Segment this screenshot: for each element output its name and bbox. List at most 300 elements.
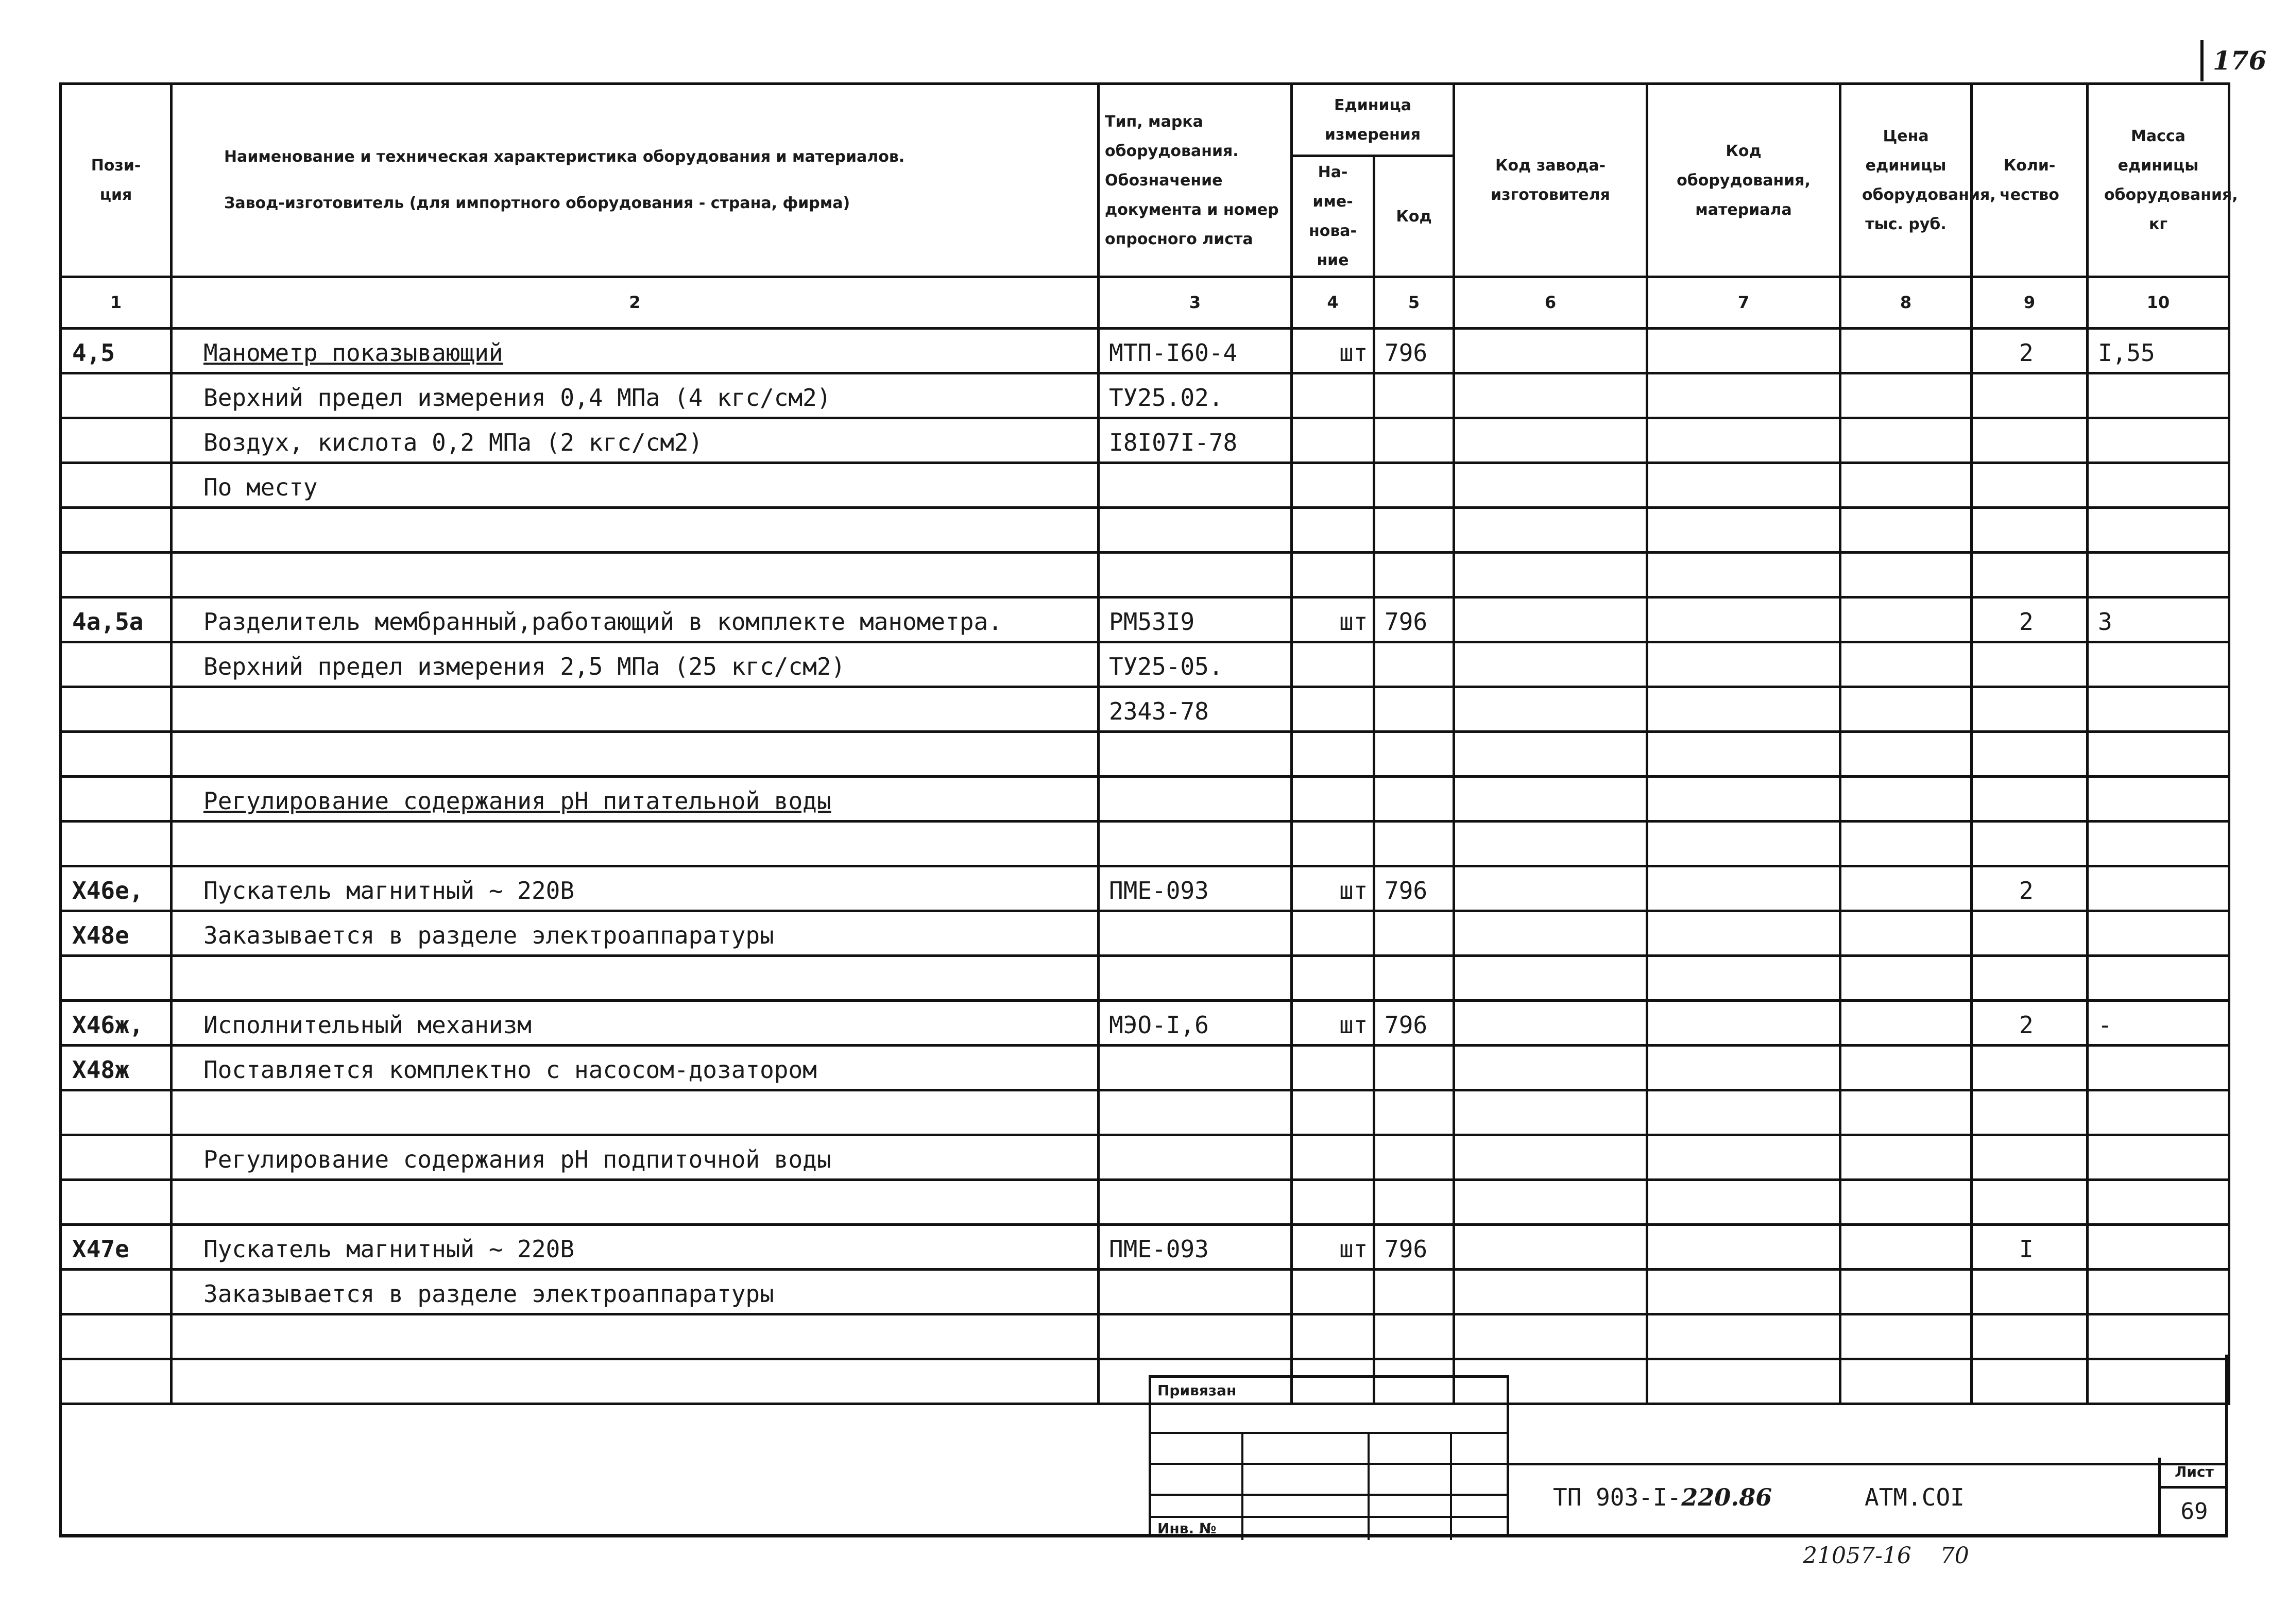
equipment-code-cell: [1647, 463, 1840, 508]
mass-cell: [2088, 1090, 2229, 1135]
description-cell: [172, 1046, 1099, 1090]
unit-code-cell: [1374, 418, 1454, 463]
quantity-cell: [1972, 642, 2088, 687]
column-number: 5: [1374, 277, 1454, 329]
equipment-code-cell: [1647, 777, 1840, 822]
quantity-cell: [1972, 911, 2088, 956]
quantity-cell: [1972, 777, 2088, 822]
header-quantity: Коли-чество: [1972, 84, 2088, 277]
price-cell: [1840, 463, 1972, 508]
type-cell: [1099, 1090, 1292, 1135]
table-row: [61, 1135, 2229, 1180]
description-cell: [172, 866, 1099, 911]
position-cell: [61, 508, 172, 553]
unit-code-cell: [1374, 1046, 1454, 1090]
description-text: Разделитель мембранный,работающий в комплекте манометра.: [203, 608, 1002, 636]
position-cell: [61, 1270, 172, 1314]
equipment-code-cell: [1647, 1314, 1840, 1359]
position-text: 4,5: [72, 339, 115, 367]
table-row: [61, 956, 2229, 1001]
type-text: ТУ25-05.: [1109, 653, 1223, 680]
position-cell: [61, 1090, 172, 1135]
table-row: [61, 1270, 2229, 1314]
unit-code-cell: [1374, 1314, 1454, 1359]
description-text: Верхний предел измерения 0,4 МПа (4 кгс/см2): [203, 384, 831, 412]
header-position: Пози- ция: [61, 84, 172, 277]
description-cell: [172, 1135, 1099, 1180]
manufacturer-code-cell: [1454, 463, 1647, 508]
unit-code-cell: [1374, 866, 1454, 911]
unit-name-text: шт: [1339, 1011, 1368, 1039]
mass-cell: [2088, 1314, 2229, 1359]
position-cell: [61, 866, 172, 911]
unit-code-cell: [1374, 777, 1454, 822]
table-row: [61, 777, 2229, 822]
position-text: Х47е: [72, 1235, 129, 1263]
manufacturer-code-cell: [1454, 1090, 1647, 1135]
column-number: 7: [1647, 277, 1840, 329]
position-cell: [61, 1001, 172, 1046]
sheet-box: [2158, 1458, 2228, 1537]
equipment-code-cell: [1647, 508, 1840, 553]
position-cell: [61, 911, 172, 956]
type-cell: [1099, 1270, 1292, 1314]
table-row: [61, 687, 2229, 732]
type-cell: [1099, 597, 1292, 642]
description-cell: [172, 911, 1099, 956]
equipment-code-cell: [1647, 1270, 1840, 1314]
type-text: ПМЕ-093: [1109, 877, 1209, 904]
unit-name-cell: [1292, 1046, 1374, 1090]
position-cell: [61, 1225, 172, 1270]
manufacturer-code-cell: [1454, 418, 1647, 463]
document-code-suffix: АТМ.СОI: [1865, 1483, 1965, 1511]
equipment-code-cell: [1647, 822, 1840, 866]
column-number: 9: [1972, 277, 2088, 329]
type-cell: [1099, 553, 1292, 597]
description-cell: [172, 1001, 1099, 1046]
description-text: По месту: [203, 473, 318, 501]
table-row: [61, 1090, 2229, 1135]
price-cell: [1840, 1180, 1972, 1225]
quantity-cell: [1972, 1001, 2088, 1046]
mass-cell: [2088, 687, 2229, 732]
quantity-cell: [1972, 463, 2088, 508]
document-code-number: 220.86: [1681, 1483, 1772, 1511]
mass-cell: [2088, 597, 2229, 642]
unit-code-cell: [1374, 373, 1454, 418]
header-description-line2: Завод-изготовитель (для импортного оборудования - страна, фирма): [224, 194, 850, 212]
unit-code-cell: [1374, 1180, 1454, 1225]
equipment-code-cell: [1647, 329, 1840, 373]
table-row: [61, 732, 2229, 777]
position-cell: [61, 1314, 172, 1359]
description-cell: [172, 508, 1099, 553]
type-cell: [1099, 1180, 1292, 1225]
binding-stamp: [1149, 1375, 1509, 1537]
unit-name-cell: [1292, 1314, 1374, 1359]
type-text: ПМЕ-093: [1109, 1235, 1209, 1263]
description-cell: [172, 822, 1099, 866]
quantity-cell: [1972, 687, 2088, 732]
type-text: 2343-78: [1109, 697, 1209, 725]
description-cell: [172, 329, 1099, 373]
equipment-code-cell: [1647, 1135, 1840, 1180]
table-row: [61, 866, 2229, 911]
price-cell: [1840, 1314, 1972, 1359]
manufacturer-code-cell: [1454, 822, 1647, 866]
manufacturer-code-cell: [1454, 1046, 1647, 1090]
type-cell: [1099, 777, 1292, 822]
header-unit-code: Код: [1374, 156, 1454, 277]
type-cell: [1099, 911, 1292, 956]
unit-name-cell: [1292, 1270, 1374, 1314]
unit-code-cell: [1374, 687, 1454, 732]
equipment-code-cell: [1647, 418, 1840, 463]
unit-name-cell: [1292, 463, 1374, 508]
description-cell: [172, 687, 1099, 732]
type-cell: [1099, 329, 1292, 373]
manufacturer-code-cell: [1454, 1180, 1647, 1225]
equipment-code-cell: [1647, 956, 1840, 1001]
description-cell: [172, 777, 1099, 822]
price-cell: [1840, 1270, 1972, 1314]
price-cell: [1840, 329, 1972, 373]
position-cell: [61, 329, 172, 373]
description-text: Регулирование содержания рН питательной воды: [203, 787, 831, 815]
unit-name-cell: [1292, 866, 1374, 911]
type-text: МЭО-I,6: [1109, 1011, 1209, 1039]
type-cell: [1099, 1046, 1292, 1090]
quantity-text: 2: [2019, 339, 2034, 367]
quantity-cell: [1972, 329, 2088, 373]
unit-name-cell: [1292, 553, 1374, 597]
mass-cell: [2088, 463, 2229, 508]
equipment-code-cell: [1647, 553, 1840, 597]
equipment-code-cell: [1647, 1180, 1840, 1225]
document-code: [1553, 1483, 1772, 1511]
description-text: Заказывается в разделе электроаппаратуры: [203, 921, 774, 949]
manufacturer-code-cell: [1454, 732, 1647, 777]
price-cell: [1840, 1090, 1972, 1135]
unit-name-cell: [1292, 642, 1374, 687]
equipment-code-cell: [1647, 1225, 1840, 1270]
manufacturer-code-cell: [1454, 1270, 1647, 1314]
unit-code-cell: [1374, 1270, 1454, 1314]
unit-code-cell: [1374, 1090, 1454, 1135]
mass-cell: [2088, 642, 2229, 687]
unit-name-cell: [1292, 508, 1374, 553]
sheet-corner-number: 176: [2200, 40, 2262, 81]
type-cell: [1099, 463, 1292, 508]
bound-label: Привязан: [1157, 1382, 1237, 1399]
type-cell: [1099, 1225, 1292, 1270]
unit-code-cell: [1374, 822, 1454, 866]
quantity-cell: [1972, 1135, 2088, 1180]
mass-cell: [2088, 329, 2229, 373]
manufacturer-code-cell: [1454, 508, 1647, 553]
mass-cell: [2088, 553, 2229, 597]
position-text: Х46ж,: [72, 1011, 144, 1039]
description-text: Пускатель магнитный ~ 220В: [203, 877, 575, 904]
description-cell: [172, 1090, 1099, 1135]
manufacturer-code-cell: [1454, 911, 1647, 956]
manufacturer-code-cell: [1454, 1135, 1647, 1180]
equipment-code-cell: [1647, 597, 1840, 642]
unit-name-cell: [1292, 911, 1374, 956]
mass-cell: [2088, 373, 2229, 418]
sheet-label: Лист: [2161, 1458, 2228, 1489]
manufacturer-code-cell: [1454, 956, 1647, 1001]
unit-code-text: 796: [1385, 877, 1428, 904]
unit-code-text: 796: [1385, 1235, 1428, 1263]
table-row: [61, 463, 2229, 508]
price-cell: [1840, 1135, 1972, 1180]
table-row: [61, 508, 2229, 553]
mass-text: I,55: [2098, 339, 2155, 367]
price-cell: [1840, 597, 1972, 642]
unit-name-cell: [1292, 597, 1374, 642]
mass-cell: [2088, 777, 2229, 822]
description-cell: [172, 463, 1099, 508]
price-cell: [1840, 508, 1972, 553]
position-cell: [61, 822, 172, 866]
type-cell: [1099, 1314, 1292, 1359]
equipment-code-cell: [1647, 1090, 1840, 1135]
description-cell: [172, 956, 1099, 1001]
type-cell: [1099, 822, 1292, 866]
header-equipment-code: Код оборудования, материала: [1647, 84, 1840, 277]
table-row: [61, 418, 2229, 463]
header-unit: Единица измерения: [1292, 84, 1454, 156]
description-cell: [172, 1270, 1099, 1314]
unit-code-cell: [1374, 597, 1454, 642]
description-cell: [172, 597, 1099, 642]
table-row: [61, 1180, 2229, 1225]
mass-text: 3: [2098, 608, 2112, 636]
unit-code-text: 796: [1385, 608, 1428, 636]
quantity-text: 2: [2019, 877, 2034, 904]
column-number: 2: [172, 277, 1099, 329]
specification-table: [59, 82, 2238, 1405]
description-text: Пускатель магнитный ~ 220В: [203, 1235, 575, 1263]
description-cell: [172, 732, 1099, 777]
unit-name-cell: [1292, 777, 1374, 822]
quantity-text: I: [2019, 1235, 2034, 1263]
table-row: [61, 329, 2229, 373]
table-row: [61, 911, 2229, 956]
type-cell: [1099, 1135, 1292, 1180]
quantity-cell: [1972, 508, 2088, 553]
price-cell: [1840, 822, 1972, 866]
mass-cell: [2088, 1270, 2229, 1314]
position-cell: [61, 1180, 172, 1225]
unit-code-cell: [1374, 1001, 1454, 1046]
position-cell: [61, 553, 172, 597]
manufacturer-code-cell: [1454, 329, 1647, 373]
mass-cell: [2088, 1135, 2229, 1180]
description-cell: [172, 1225, 1099, 1270]
unit-code-cell: [1374, 1225, 1454, 1270]
unit-name-cell: [1292, 687, 1374, 732]
unit-name-cell: [1292, 1001, 1374, 1046]
unit-name-cell: [1292, 418, 1374, 463]
unit-name-cell: [1292, 822, 1374, 866]
manufacturer-code-cell: [1454, 687, 1647, 732]
unit-code-cell: [1374, 329, 1454, 373]
column-number: 6: [1454, 277, 1647, 329]
type-cell: [1099, 508, 1292, 553]
unit-name-cell: [1292, 329, 1374, 373]
document-code-prefix: ТП 903-I-: [1553, 1483, 1682, 1511]
equipment-code-cell: [1647, 1046, 1840, 1090]
quantity-text: 2: [2019, 608, 2034, 636]
header-mass: Масса единицы оборудования, кг: [2088, 84, 2229, 277]
quantity-cell: [1972, 956, 2088, 1001]
mass-cell: [2088, 866, 2229, 911]
type-cell: [1099, 1001, 1292, 1046]
position-cell: [61, 418, 172, 463]
mass-text: -: [2098, 1011, 2112, 1039]
quantity-text: 2: [2019, 1011, 2034, 1039]
unit-code-cell: [1374, 1135, 1454, 1180]
position-text: Х48ж: [72, 1056, 129, 1084]
quantity-cell: [1972, 732, 2088, 777]
table-row: [61, 822, 2229, 866]
description-text: Манометр показывающий: [203, 339, 503, 367]
type-cell: [1099, 373, 1292, 418]
description-text: Поставляется комплектно с насосом-дозатором: [203, 1056, 817, 1084]
table-row: [61, 1046, 2229, 1090]
mass-cell: [2088, 418, 2229, 463]
equipment-code-cell: [1647, 732, 1840, 777]
manufacturer-code-cell: [1454, 1225, 1647, 1270]
mass-cell: [2088, 508, 2229, 553]
equipment-code-cell: [1647, 866, 1840, 911]
footer-note: 21057-16 70: [1803, 1543, 1969, 1569]
quantity-cell: [1972, 1314, 2088, 1359]
description-text: Исполнительный механизм: [203, 1011, 532, 1039]
column-number: 1: [61, 277, 172, 329]
quantity-cell: [1972, 373, 2088, 418]
equipment-code-cell: [1647, 687, 1840, 732]
table-row: [61, 553, 2229, 597]
mass-cell: [2088, 1225, 2229, 1270]
mass-cell: [2088, 1046, 2229, 1090]
equipment-code-cell: [1647, 1001, 1840, 1046]
header-unit-name: На-име-нова-ние: [1292, 156, 1374, 277]
type-cell: [1099, 732, 1292, 777]
mass-cell: [2088, 1001, 2229, 1046]
mass-cell: [2088, 732, 2229, 777]
description-cell: [172, 373, 1099, 418]
price-cell: [1840, 1001, 1972, 1046]
manufacturer-code-cell: [1454, 1314, 1647, 1359]
description-cell: [172, 1314, 1099, 1359]
type-cell: [1099, 866, 1292, 911]
position-cell: [61, 373, 172, 418]
price-cell: [1840, 866, 1972, 911]
header-description-line1: Наименование и техническая характеристика оборудования и материалов.: [224, 148, 905, 166]
equipment-code-cell: [1647, 642, 1840, 687]
inventory-label: Инв. №: [1157, 1520, 1217, 1537]
position-cell: [61, 642, 172, 687]
header-manufacturer-code: Код завода-изготовителя: [1454, 84, 1647, 277]
quantity-cell: [1972, 1270, 2088, 1314]
price-cell: [1840, 1046, 1972, 1090]
header-type: Тип, марка оборудования. Обозначение документа и номер опросного листа: [1099, 84, 1292, 277]
quantity-cell: [1972, 822, 2088, 866]
mass-cell: [2088, 822, 2229, 866]
unit-name-cell: [1292, 732, 1374, 777]
unit-name-text: шт: [1339, 877, 1368, 904]
manufacturer-code-cell: [1454, 1001, 1647, 1046]
price-cell: [1840, 956, 1972, 1001]
manufacturer-code-cell: [1454, 553, 1647, 597]
quantity-cell: [1972, 418, 2088, 463]
type-text: РМ53I9: [1109, 608, 1195, 636]
table-row: [61, 597, 2229, 642]
unit-name-text: шт: [1339, 1235, 1368, 1263]
header-price: Цена единицы оборудования, тыс. руб.: [1840, 84, 1972, 277]
unit-code-cell: [1374, 463, 1454, 508]
type-cell: [1099, 956, 1292, 1001]
mass-cell: [2088, 911, 2229, 956]
description-text: Регулирование содержания рН подпиточной воды: [203, 1146, 831, 1173]
position-text: Х48е: [72, 921, 129, 949]
price-cell: [1840, 553, 1972, 597]
price-cell: [1840, 732, 1972, 777]
unit-code-text: 796: [1385, 1011, 1428, 1039]
type-text: I8I07I-78: [1109, 429, 1238, 456]
quantity-cell: [1972, 1180, 2088, 1225]
table-row: [61, 373, 2229, 418]
quantity-cell: [1972, 553, 2088, 597]
position-cell: [61, 687, 172, 732]
price-cell: [1840, 687, 1972, 732]
unit-name-text: шт: [1339, 339, 1368, 367]
description-cell: [172, 553, 1099, 597]
quantity-cell: [1972, 597, 2088, 642]
description-text: Заказывается в разделе электроаппаратуры: [203, 1280, 774, 1308]
manufacturer-code-cell: [1454, 597, 1647, 642]
sheet-number: 69: [2180, 1498, 2208, 1525]
mass-cell: [2088, 956, 2229, 1001]
position-cell: [61, 777, 172, 822]
column-number: 10: [2088, 277, 2229, 329]
quantity-cell: [1972, 1090, 2088, 1135]
price-cell: [1840, 911, 1972, 956]
unit-code-cell: [1374, 956, 1454, 1001]
quantity-cell: [1972, 866, 2088, 911]
unit-code-cell: [1374, 553, 1454, 597]
unit-name-cell: [1292, 1135, 1374, 1180]
description-cell: [172, 1180, 1099, 1225]
quantity-cell: [1972, 1046, 2088, 1090]
price-cell: [1840, 373, 1972, 418]
unit-name-text: шт: [1339, 608, 1368, 636]
description-cell: [172, 642, 1099, 687]
unit-name-cell: [1292, 1180, 1374, 1225]
position-cell: [61, 597, 172, 642]
table-row: [61, 642, 2229, 687]
table-row: [61, 1225, 2229, 1270]
position-cell: [61, 1135, 172, 1180]
unit-code-cell: [1374, 911, 1454, 956]
description-cell: [172, 418, 1099, 463]
price-cell: [1840, 642, 1972, 687]
position-cell: [61, 463, 172, 508]
